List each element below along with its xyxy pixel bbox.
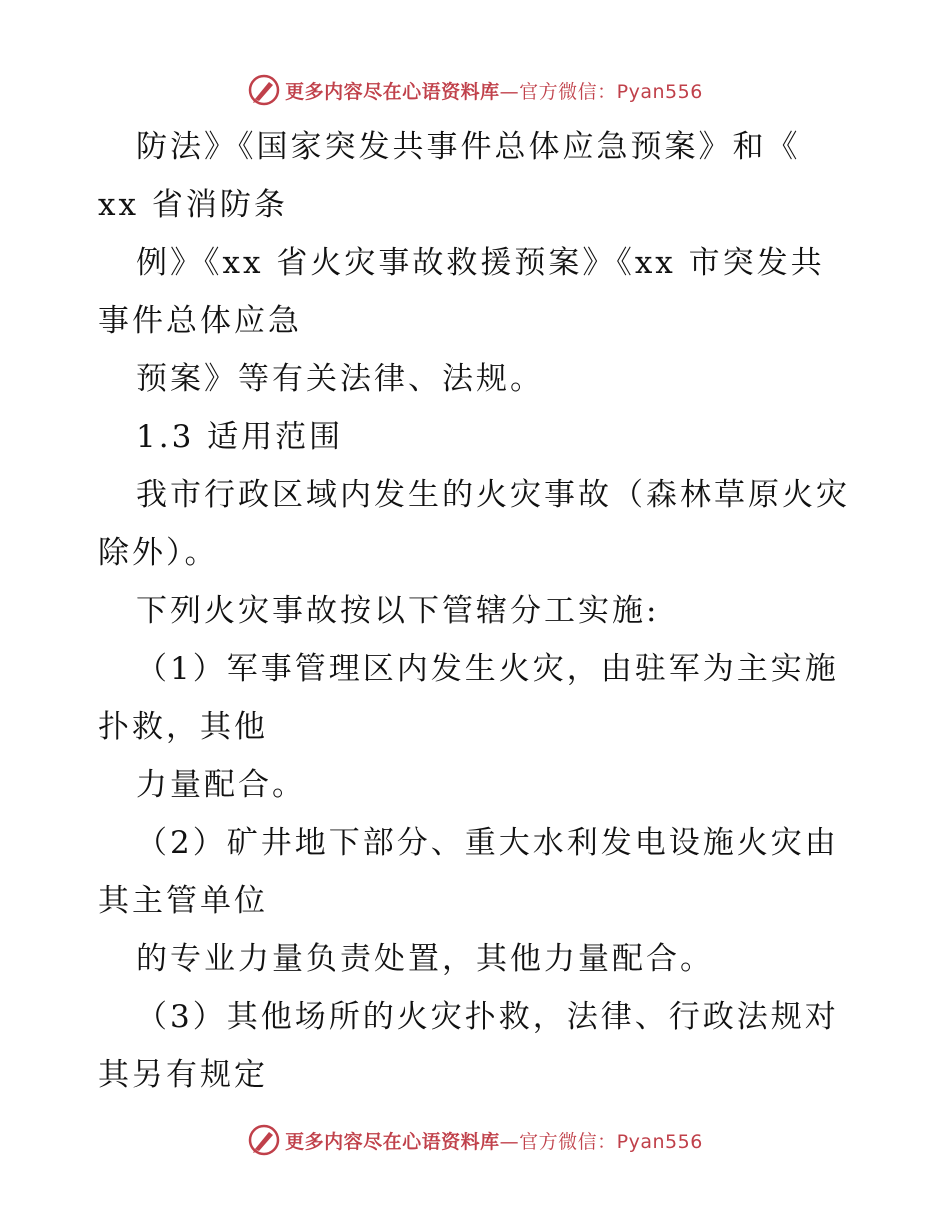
watermark-dash: — [499, 80, 520, 103]
text-line: 扑救，其他 [98, 709, 268, 745]
watermark-brand: 更多内容尽在心语资料库 [285, 80, 500, 103]
text-line: 其另有规定 [98, 1057, 268, 1093]
text-line: 我市行政区域内发生的火灾事故（森林草原火灾 [136, 477, 850, 513]
document-body [98, 118, 858, 1104]
pen-logo-icon [247, 1123, 281, 1157]
text-line: 其主管单位 [98, 883, 268, 919]
text-line: 的专业力量负责处置，其他力量配合。 [136, 941, 714, 977]
header-watermark [0, 68, 950, 112]
watermark-dash: — [499, 1130, 520, 1153]
text-line: 预案》等有关法律、法规。 [136, 361, 544, 397]
footer-watermark [0, 1118, 950, 1162]
section-heading: 1.3 适用范围 [136, 419, 344, 455]
watermark-contact: 官方微信：Pyan556 [519, 80, 703, 103]
text-line: 力量配合。 [136, 767, 306, 803]
watermark-text [285, 1127, 703, 1154]
text-line: （2）矿井地下部分、重大水利发电设施火灾由 [136, 825, 839, 861]
text-line: 例》《xx 省火灾事故救援预案》《xx 市突发共 [136, 245, 825, 281]
text-line: 除外）。 [98, 535, 219, 571]
watermark-text [285, 77, 703, 104]
text-line: （3）其他场所的火灾扑救，法律、行政法规对 [136, 999, 839, 1035]
text-line: 防法》《国家突发共事件总体应急预案》和《 [136, 129, 801, 165]
text-line: xx 省消防条 [98, 187, 288, 223]
watermark-contact: 官方微信：Pyan556 [519, 1130, 703, 1153]
text-line: 事件总体应急 [98, 303, 302, 339]
watermark-brand: 更多内容尽在心语资料库 [285, 1130, 500, 1153]
text-line: 下列火灾事故按以下管辖分工实施: [136, 593, 660, 629]
text-line: （1）军事管理区内发生火灾，由驻军为主实施 [136, 651, 839, 687]
pen-logo-icon [247, 73, 281, 107]
